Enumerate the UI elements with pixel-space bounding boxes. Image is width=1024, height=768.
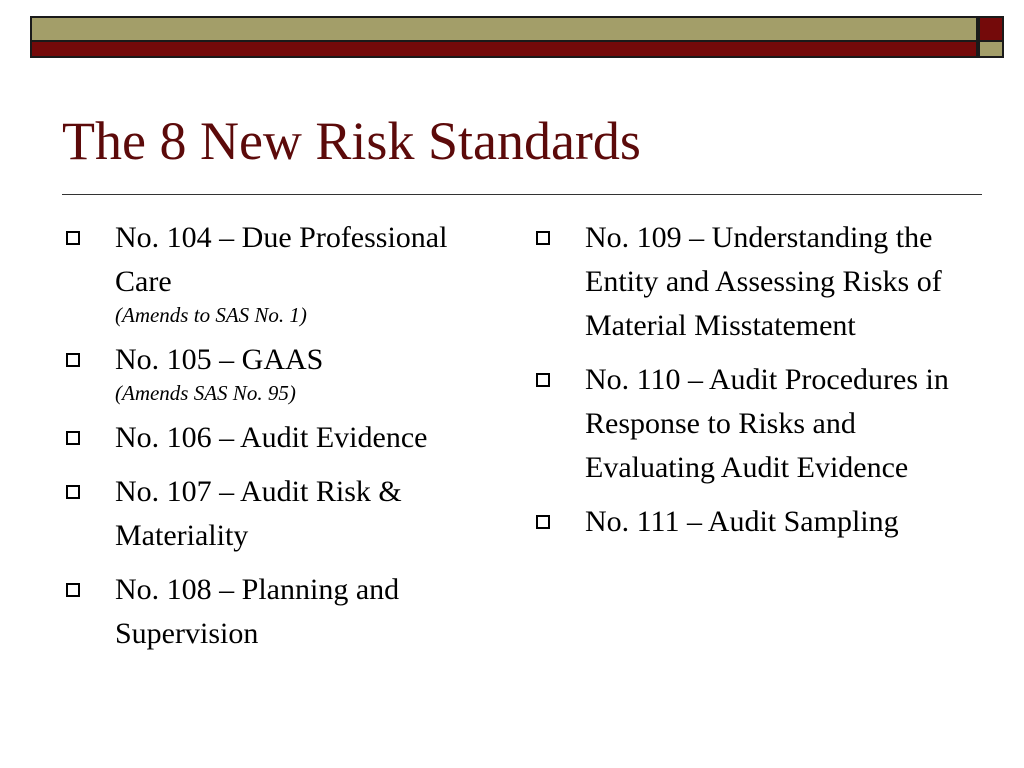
list-item-text: No. 105 – GAAS [115,343,324,376]
list-item-note: (Amends to SAS No. 1) [115,303,307,327]
list-item [532,358,972,490]
list-item-text: No. 109 – Understanding the Entity and Assessing Risks of Material Misstatement [585,221,942,342]
square-bullet-icon [66,583,80,597]
header-maroon-bar [30,42,978,58]
square-bullet-icon [536,515,550,529]
square-bullet-icon [66,431,80,445]
list-item [532,500,972,544]
list-item [62,568,482,656]
header-olive-square [978,42,1004,58]
list-item-text: No. 111 – Audit Sampling [585,505,899,538]
list-item-text: No. 104 – Due Professional Care [115,221,448,298]
list-item [62,470,482,558]
title-divider [62,194,982,195]
slide-title: The 8 New Risk Standards [62,111,641,171]
left-bullet-list [62,216,482,666]
header-maroon-square [978,16,1004,42]
square-bullet-icon [66,485,80,499]
list-item [62,338,482,406]
square-bullet-icon [66,353,80,367]
list-item-text: No. 106 – Audit Evidence [115,421,428,454]
square-bullet-icon [536,373,550,387]
list-item [62,416,482,460]
list-item-note: (Amends SAS No. 95) [115,381,296,405]
right-bullet-list [532,216,972,554]
list-item [532,216,972,348]
square-bullet-icon [536,231,550,245]
square-bullet-icon [66,231,80,245]
list-item-text: No. 108 – Planning and Supervision [115,573,400,650]
list-item-text: No. 107 – Audit Risk & Materiality [115,475,402,552]
list-item-text: No. 110 – Audit Procedures in Response to Risks and Evaluating Audit Evidence [585,363,949,484]
header-olive-bar [30,16,978,42]
list-item [62,216,482,328]
